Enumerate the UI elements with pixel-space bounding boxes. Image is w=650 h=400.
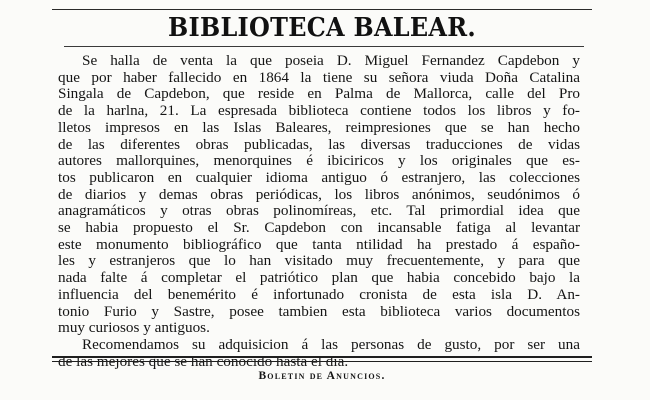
paragraph-1-line: les y estranjeros que lo han visitado muy frecuentemente, y para que [58, 252, 580, 270]
paragraph-1-line: tos publicaron en cualquier idioma antiguo ó estranjero, las colecciones [58, 168, 580, 186]
paragraph-1-line: se habia propuesto el Sr. Capdebon con incansable fatiga al levantar [58, 219, 580, 237]
footer-caption: Boletin de Anuncios. [258, 370, 386, 382]
paragraph-1-line: nada falte á completar el patriótico plan que habia concebido bajo la [58, 269, 580, 287]
top-rule [52, 9, 592, 10]
page-title: BIBLIOTECA BALEAR. [168, 13, 476, 43]
paragraph-1-line: influencia del benemérito é infortunado cronista de esta isla D. An- [58, 285, 580, 303]
paragraph-2-line: de las mejores que se han conocido hasta el dia. [58, 352, 349, 370]
paragraph-1-line: autores mallorquines, menorquines é ibiciricos y los originales que es- [58, 152, 580, 170]
paragraph-1-line: de diarios y demas obras periódicas, los libros anónimos, seudónimos ó [58, 185, 580, 203]
paragraph-1-line: muy curiosos y antiguos. [58, 319, 210, 337]
paragraph-1-line: este monumento bibliográfico que tanta ntilidad ha prestado á españo- [58, 235, 580, 253]
paragraph-1-line: tonio Furio y Sastre, posee tambien esta biblioteca varios documentos [58, 302, 580, 320]
article-body [58, 53, 580, 370]
paragraph-2-line: Recomendamos su adquisicion á las personas de gusto, por ser una [82, 335, 580, 353]
paragraph-1-line: de la harlna, 21. La espresada biblioteca contiene todos los libros y fo- [58, 102, 580, 120]
paragraph-1-line: de las diferentes obras publicadas, las diversas traducciones de vidas [58, 135, 580, 153]
paragraph-1-line: Se halla de venta la que poseia D. Miguel Fernandez Capdebon y [82, 52, 580, 69]
paragraph-1-line: anagramáticos y otras obras polinomíreas, etc. Tal primordial idea que [58, 202, 580, 220]
paragraph-1-line: Singala de Capdebon, que reside en Palma de Mallorca, calle del Pro [58, 85, 580, 103]
paragraph-1-line: que por haber fallecido en 1864 la tiene su señora viuda Doña Catalina [58, 68, 580, 86]
bottom-double-rule [52, 356, 592, 362]
title-rule [64, 46, 584, 47]
paragraph-1-line: lletos impresos en las Islas Baleares, reimpresiones que se han hecho [58, 118, 580, 136]
